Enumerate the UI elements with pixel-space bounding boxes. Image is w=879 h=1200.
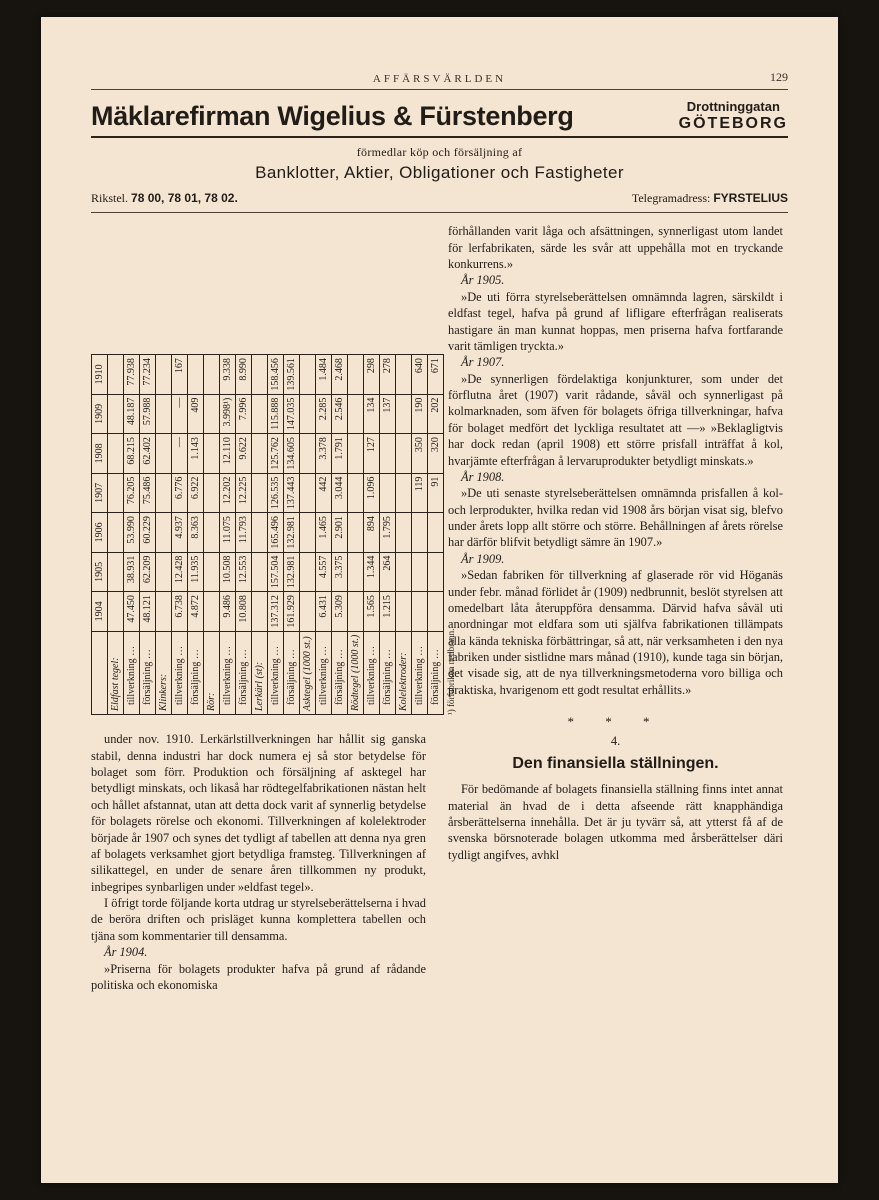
table-cell: 134 (364, 394, 380, 434)
table-cell (156, 355, 172, 395)
table-cell: 8.363 (188, 513, 204, 553)
table-cell (108, 355, 124, 395)
table-cell: 157.504 (268, 552, 284, 592)
table-cell: 4.937 (172, 513, 188, 553)
table-cell: 350 (412, 434, 428, 474)
table-cell (204, 394, 220, 434)
table-cell: 47.450 (124, 592, 140, 632)
table-row-label: tillverkning … (316, 631, 332, 714)
table-year-header: 1909 (92, 394, 108, 434)
ad-firm-name: Mäklarefirman Wigelius & Fürstenberg (91, 101, 574, 132)
table-cell: 2.901 (332, 513, 348, 553)
table-cell: 1.791 (332, 434, 348, 474)
table-row (108, 355, 124, 715)
table-cell (396, 473, 412, 513)
table-row-label: tillverkning … (172, 631, 188, 714)
table-row (140, 355, 156, 715)
table-row (172, 355, 188, 715)
table-row-label: Rör: (204, 631, 220, 714)
table-cell (428, 513, 444, 553)
table-cell: 75.486 (140, 473, 156, 513)
right-paragraph-3: »De synnerligen fördelaktiga konjunkturer, som under det förflutna året (1907) varit rådande, såväl och synnerligast på kolmarknaden, som äfven för bolagets öfriga tillverkningar, hafva för bolaget medfört det lyckliga resultatet att —» »Beklagligtvis har dock redan (april 1908) ett större prisfall inträffat å kol, hvarjämte efterfrågan å lervaruprodukter betydligt minskats.» (448, 371, 783, 468)
table-cell: 409 (188, 394, 204, 434)
publication-title: AFFÄRSVÄRLDEN (372, 73, 507, 85)
table-cell (108, 394, 124, 434)
table-cell: 158.456 (268, 355, 284, 395)
table-cell (156, 434, 172, 474)
table-row (348, 355, 364, 715)
right-paragraph-6: För bedömande af bolagets finansiella ställning finns intet annat material än hvad de i detta afseende rätt knapphändiga årsberättelserna innehålla. Det är ju tyvärr så, att ytterst få af de svenska börsnoterade bolagen utkomma med årsberättelser däri tydligt angifves, avhkl (448, 782, 783, 862)
table-cell: 12.202 (220, 473, 236, 513)
table-cell (412, 513, 428, 553)
table-cell: 10.508 (220, 552, 236, 592)
page-number: 129 (770, 70, 788, 84)
table-cell (300, 473, 316, 513)
ad-contact-row (91, 191, 788, 206)
table-cell: 9.486 (220, 592, 236, 632)
table-cell: 12.428 (172, 552, 188, 592)
table-row (364, 355, 380, 715)
table-cell: 1.465 (316, 513, 332, 553)
table-cell: 57.988 (140, 394, 156, 434)
table-year-header: 1904 (92, 592, 108, 632)
table-cell: 68.215 (124, 434, 140, 474)
ad-bottom-rule (91, 212, 788, 213)
table-cell: 2.546 (332, 394, 348, 434)
table-cell: 127 (364, 434, 380, 474)
table-cell (396, 513, 412, 553)
table-cell (396, 434, 412, 474)
table-cell: 6.738 (172, 592, 188, 632)
table-row (412, 355, 428, 715)
table-cell (428, 592, 444, 632)
right-paragraph-5: »Sedan fabriken för tillverkning af glaserade rör vid Höganäs under febr. månad förlidet år (1909) nedbrunnit, beslöt styrelsen att omedelbart låta återuppföra densamma. Därvid hafva såväl uti anordningar mot eldfara som uti själfva fabrikationen tillämpats alla kända tekniska förbättringar, så att, när verksamheten i den nya fabriken under sistlidne mars månad (1910), kunde taga sin början, det visade sig, att de nya tillverkningsmetoderna voro billiga och praktiska, hvarigenom ett godt resultat erhållits.» (448, 568, 783, 697)
table-cell (252, 552, 268, 592)
table-cell: 320 (428, 434, 444, 474)
table-cell (156, 552, 172, 592)
table-cell: 9.622 (236, 434, 252, 474)
table-cell (300, 394, 316, 434)
table-cell (396, 394, 412, 434)
table-row-label: Rödtegel (1000 st.) (348, 631, 364, 714)
table-cell: 1.143 (188, 434, 204, 474)
page-content (41, 17, 838, 1183)
table-cell: 3.378 (316, 434, 332, 474)
table-cell: 202 (428, 394, 444, 434)
table-row-label: Asktegel (1000 st.) (300, 631, 316, 714)
section-number: 4. (610, 734, 621, 749)
table-cell (428, 552, 444, 592)
table-cell (156, 592, 172, 632)
table-row-label: tillverkning … (268, 631, 284, 714)
table-cell: 165.496 (268, 513, 284, 553)
table-row (252, 355, 268, 715)
table-year-header: 1906 (92, 513, 108, 553)
table-row (316, 355, 332, 715)
table-cell: 11.075 (220, 513, 236, 553)
table-cell: 298 (364, 355, 380, 395)
table-row (236, 355, 252, 715)
table-row-label: tillverkning … (412, 631, 428, 714)
table-cell (348, 552, 364, 592)
table-cell (380, 434, 396, 474)
table-cell: 671 (428, 355, 444, 395)
table-cell: 2.285 (316, 394, 332, 434)
table-footnote: ¹) förfabriken nedbrann. (446, 628, 456, 716)
table-cell: 5.309 (332, 592, 348, 632)
ad-phone-label: Rikstel. (91, 191, 129, 206)
table-cell: 139.561 (284, 355, 300, 395)
right-column (448, 223, 783, 993)
year-heading-1904: År 1904. (104, 945, 148, 960)
table-cell (396, 592, 412, 632)
table-cell: 442 (316, 473, 332, 513)
table-cell: 11.793 (236, 513, 252, 553)
scanned-page (41, 17, 838, 1183)
year-heading-1907: År 1907. (461, 355, 505, 370)
table-year-header: 1910 (92, 355, 108, 395)
table-cell (380, 473, 396, 513)
table-row-label: försäljning … (236, 631, 252, 714)
table-cell: 132.981 (284, 552, 300, 592)
table-cell: 48.187 (124, 394, 140, 434)
table-cell: 38.931 (124, 552, 140, 592)
table-cell: 134.605 (284, 434, 300, 474)
table-row (268, 355, 284, 715)
right-paragraph-1: förhållanden varit låga och afsättningen, synnerligast utom landet för lerfabrikaten, särde les svår att uppehålla mot en tryckande konkurrens.» (448, 224, 783, 272)
table-cell: 1.484 (316, 355, 332, 395)
ad-subtitle-1: förmedlar köp och försäljning af (356, 145, 523, 160)
table-cell (348, 513, 364, 553)
table-cell: 12.225 (236, 473, 252, 513)
ad-telegram (632, 191, 788, 206)
table-cell: 48.121 (140, 592, 156, 632)
table-cell (108, 434, 124, 474)
table-cell: 167 (172, 355, 188, 395)
table-cell: 264 (380, 552, 396, 592)
production-table (91, 354, 444, 715)
table-year-header: 1907 (92, 473, 108, 513)
table-cell: 10.808 (236, 592, 252, 632)
table-cell: 3.998¹) (220, 394, 236, 434)
table-cell (348, 394, 364, 434)
table-cell (252, 473, 268, 513)
table-cell (348, 592, 364, 632)
year-heading-1908: År 1908. (461, 469, 505, 484)
table-cell: 1.215 (380, 592, 396, 632)
table-cell (300, 513, 316, 553)
table-cell: 62.209 (140, 552, 156, 592)
table-cell: 132.981 (284, 513, 300, 553)
rotated-table (91, 223, 456, 715)
table-cell: 8.990 (236, 355, 252, 395)
ad-address (679, 100, 788, 133)
table-cell: 115.888 (268, 394, 284, 434)
table-cell (252, 434, 268, 474)
table-cell (300, 355, 316, 395)
table-row-label: försäljning … (332, 631, 348, 714)
left-paragraph-3: »Priserna för bolagets produkter hafva på grund af rådande politiska och ekonomiska (91, 961, 426, 992)
table-cell: 161.929 (284, 592, 300, 632)
table-cell: 3.044 (332, 473, 348, 513)
ad-street: Drottninggatan (686, 99, 780, 114)
ad-city: GÖTEBORG (678, 114, 788, 132)
left-paragraph-1: under nov. 1910. Lerkärlstillverkningen har hållit sig ganska stabil, denna industri har dock numera ej så stor betydelse för bolaget som förr. Produktion och försäljning af asktegel har betydligt minskats, och likaså har rödtegelfabrikationen nästan helt och hållet afstannat, utan att detta dock varit af synnerlig betydelse för bolagets rörelse och ekonomi. Tillverkningen af kolelektroder började år 1907 och synes det tydligt af tabellen att denna nya gren af bolagets verksamhet gjort betydliga framsteg. Tillverkningen af silikattegel, en under de senare åren tillkommen ny produkt, inbegripes synbarligen under »eldfast tegel». (91, 732, 426, 894)
table-cell (156, 473, 172, 513)
table-row-label: försäljning … (428, 631, 444, 714)
table-cell: 6.922 (188, 473, 204, 513)
table-row-label: Lerkärl (st): (252, 631, 268, 714)
table-row (284, 355, 300, 715)
table-cell (348, 434, 364, 474)
statistics-table-wrapper (91, 223, 456, 723)
table-row-label: Klinkers: (156, 631, 172, 714)
table-cell: 1.344 (364, 552, 380, 592)
table-cell: 894 (364, 513, 380, 553)
table-row-label: försäljning … (140, 631, 156, 714)
table-cell (396, 552, 412, 592)
table-cell (108, 513, 124, 553)
table-cell (252, 394, 268, 434)
table-cell: 640 (412, 355, 428, 395)
header-rule (91, 89, 788, 90)
ad-headline-row (91, 100, 788, 133)
table-row (156, 355, 172, 715)
table-cell: 12.110 (220, 434, 236, 474)
table-row-label: tillverkning … (364, 631, 380, 714)
table-cell: 3.375 (332, 552, 348, 592)
ad-telegram-value: FYRSTELIUS (713, 191, 788, 206)
table-row-label: försäljning … (284, 631, 300, 714)
table-cell (204, 592, 220, 632)
ad-phone (91, 191, 238, 206)
table-cell: 7.996 (236, 394, 252, 434)
table-cell: 62.402 (140, 434, 156, 474)
table-cell (300, 592, 316, 632)
table-cell (204, 473, 220, 513)
table-cell: 119 (412, 473, 428, 513)
table-cell (156, 394, 172, 434)
table-cell (156, 513, 172, 553)
table-cell (108, 552, 124, 592)
right-paragraph-2: »De uti förra styrelseberättelsen omnämnda lagren, särskildt i eldfast tegel, hafva på grund af lifligare efterfrågan realiserats hastigare än man kunnat hoppas, men priserna hafva fortfarande varit tämligen tryckta.» (448, 289, 783, 353)
ad-subtitle-2: Banklotter, Aktier, Obligationer och Fastigheter (255, 163, 624, 183)
table-row (188, 355, 204, 715)
table-row (380, 355, 396, 715)
table-cell (348, 355, 364, 395)
table-row-label: tillverkning … (220, 631, 236, 714)
table-cell (412, 592, 428, 632)
table-cell: 6.431 (316, 592, 332, 632)
table-cell: 77.938 (124, 355, 140, 395)
table-row (332, 355, 348, 715)
table-cell: 147.035 (284, 394, 300, 434)
table-cell: 137.443 (284, 473, 300, 513)
table-row-label: Eldfast tegel: (108, 631, 124, 714)
table-cell: 76.205 (124, 473, 140, 513)
table-cell (300, 434, 316, 474)
ad-rule (91, 136, 788, 138)
table-year-header: 1908 (92, 434, 108, 474)
table-row-label: försäljning … (380, 631, 396, 714)
left-paragraph-2: I öfrigt torde följande korta utdrag ur styrelseberättelserna i hvad de beröra driften och prisläget kunna komplettera tabellen och tjäna som kommentarier till densamma. (91, 896, 426, 943)
table-cell (108, 473, 124, 513)
table-cell: 12.553 (236, 552, 252, 592)
year-heading-1909: År 1909. (461, 551, 505, 566)
table-cell: 190 (412, 394, 428, 434)
table-cell: 137.312 (268, 592, 284, 632)
table-cell: 1.096 (364, 473, 380, 513)
section-divider-stars: * * * (567, 714, 664, 730)
year-heading-1905: År 1905. (461, 273, 505, 288)
table-row (396, 355, 412, 715)
table-cell: 60.229 (140, 513, 156, 553)
table-cell: 4.557 (316, 552, 332, 592)
table-row-label: försäljning … (188, 631, 204, 714)
table-cell (396, 355, 412, 395)
table-cell: — (172, 394, 188, 434)
table-cell: 1.565 (364, 592, 380, 632)
table-cell: 125.762 (268, 434, 284, 474)
section-title: Den finansiella ställningen. (512, 755, 719, 773)
table-cell (204, 552, 220, 592)
table-cell: 6.776 (172, 473, 188, 513)
table-cell (204, 434, 220, 474)
table-corner-cell (92, 631, 108, 714)
ad-telegram-label: Telegramadress: (631, 191, 711, 206)
table-year-header: 1905 (92, 552, 108, 592)
table-cell (252, 592, 268, 632)
table-row (300, 355, 316, 715)
table-cell (204, 513, 220, 553)
table-row-label: Kolelektroder: (396, 631, 412, 714)
table-cell: 137 (380, 394, 396, 434)
table-cell (108, 592, 124, 632)
table-cell (412, 552, 428, 592)
table-cell (204, 355, 220, 395)
table-cell: 9.338 (220, 355, 236, 395)
table-cell: 1.795 (380, 513, 396, 553)
table-cell: 4.872 (188, 592, 204, 632)
table-cell: 77.234 (140, 355, 156, 395)
table-cell (300, 552, 316, 592)
ad-phone-numbers: 78 00, 78 01, 78 02. (131, 191, 238, 206)
table-cell: 53.990 (124, 513, 140, 553)
running-head (91, 70, 788, 85)
advertisement (91, 100, 788, 206)
table-row-label: tillverkning … (124, 631, 140, 714)
table-row (428, 355, 444, 715)
table-cell (252, 513, 268, 553)
table-header-row (92, 355, 108, 715)
table-cell (348, 473, 364, 513)
table-cell (252, 355, 268, 395)
two-column-body (91, 223, 788, 993)
left-column (91, 223, 456, 993)
table-row (220, 355, 236, 715)
table-cell (188, 355, 204, 395)
table-cell: 11.935 (188, 552, 204, 592)
table-cell: 2.468 (332, 355, 348, 395)
table-row (204, 355, 220, 715)
table-cell: — (172, 434, 188, 474)
table-cell: 126.535 (268, 473, 284, 513)
right-paragraph-4: »De uti senaste styrelseberättelsen omnämnda prisfallen å kol- och lerprodukter, hvilka redan vid 1908 års början visat sig, blefvo under årets lopp allt större och större. Behållningen af årets rörelse har därför blifvit betydligt sämre än 1907.» (448, 486, 783, 550)
table-cell: 278 (380, 355, 396, 395)
table-cell: 91 (428, 473, 444, 513)
table-row (124, 355, 140, 715)
